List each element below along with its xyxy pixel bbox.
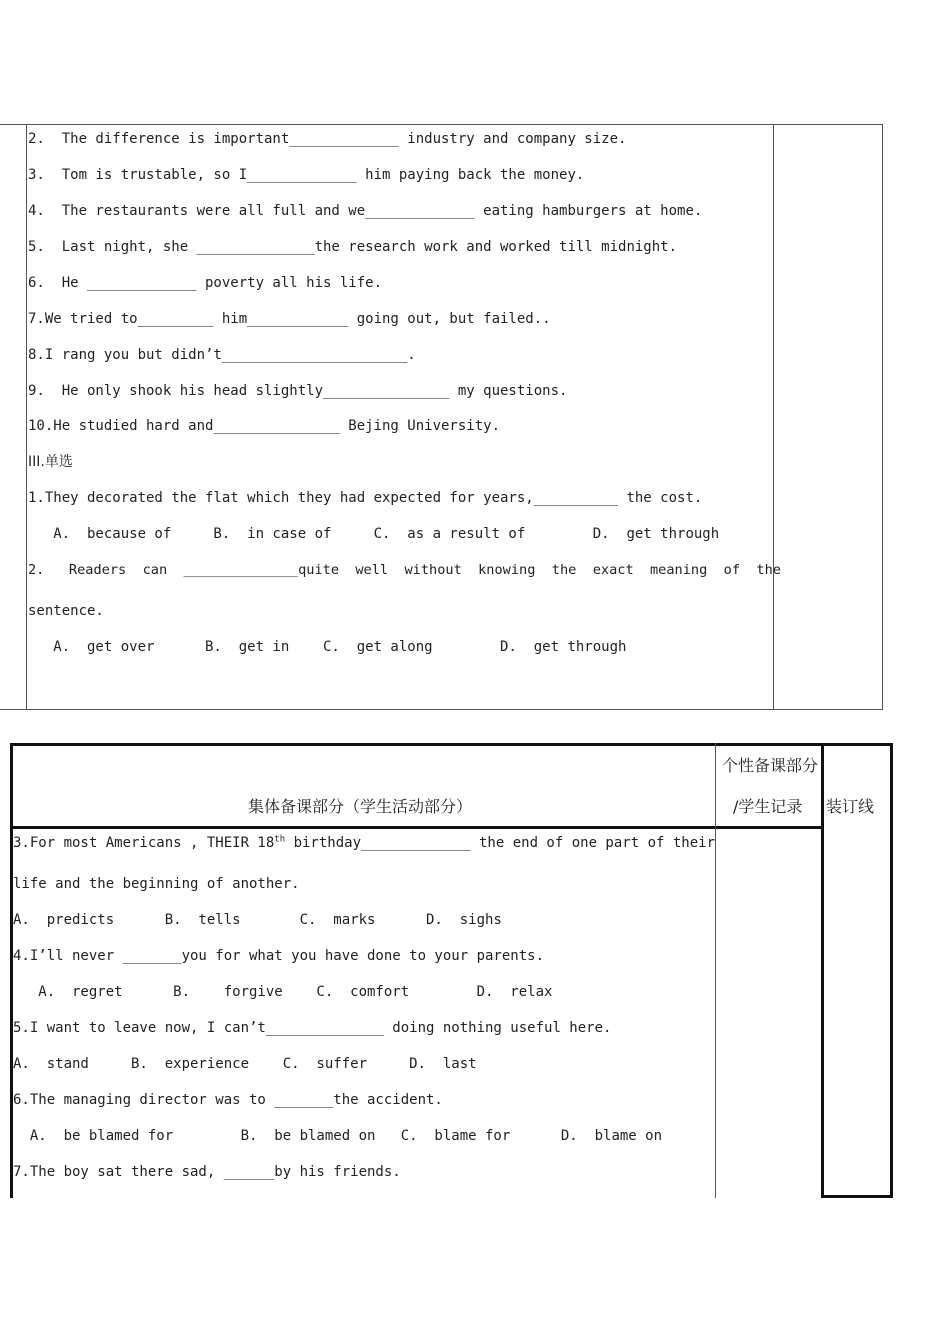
question-line: 6.The managing director was to _______the accident.	[13, 1092, 443, 1108]
question-line: 3.For most Americans , THEIR 18th birthday_____________ the end of one part of their	[13, 834, 716, 851]
options-line: A. get over B. get in C. get along D. get through	[28, 639, 627, 655]
question-line: 8.I rang you but didn’t______________________.	[28, 347, 416, 363]
question-line: 7.We tried to_________ him____________ going out, but failed..	[28, 311, 551, 327]
question-line: 3. Tom is trustable, so I_____________ him paying back the money.	[28, 167, 585, 183]
column-divider	[26, 125, 27, 709]
column-divider	[821, 743, 824, 1198]
header-main: 集体备课部分（学生活动部分）	[248, 797, 473, 816]
section-heading: III.单选	[28, 454, 73, 470]
column-divider	[890, 743, 893, 1198]
question-line: 2. Readers can ______________quite well without knowing the exact meaning of the	[28, 562, 781, 578]
options-line: A. stand B. experience C. suffer D. last	[13, 1056, 477, 1072]
column-divider	[773, 125, 774, 709]
binding-line-label: 装订线	[826, 797, 875, 816]
options-line: A. because of B. in case of C. as a result of D. get through	[28, 526, 720, 542]
question-line: 2. The difference is important_____________ industry and company size.	[28, 131, 627, 147]
options-line: A. be blamed for B. be blamed on C. blame for D. blame on	[13, 1128, 663, 1144]
question-line: 10.He studied hard and_______________ Bejing University.	[28, 418, 501, 434]
options-line: A. predicts B. tells C. marks D. sighs	[13, 912, 502, 928]
table-border	[821, 1195, 893, 1198]
question-line: 1.They decorated the flat which they had expected for years,__________ the cost.	[28, 490, 703, 506]
question-line: 4. The restaurants were all full and we_____________ eating hamburgers at home.	[28, 203, 703, 219]
question-line: 5. Last night, she ______________the research work and worked till midnight.	[28, 239, 678, 255]
question-line: 7.The boy sat there sad, ______by his friends.	[13, 1164, 401, 1180]
question-line: 4.I’ll never _______you for what you have done to your parents.	[13, 948, 545, 964]
question-line: life and the beginning of another.	[13, 876, 300, 892]
question-line: 9. He only shook his head slightly_______________ my questions.	[28, 383, 568, 399]
question-line: sentence.	[28, 603, 104, 619]
header-personal: 个性备课部分	[722, 756, 819, 775]
question-line: 5.I want to leave now, I can’t______________ doing nothing useful here.	[13, 1020, 612, 1036]
options-line: A. regret B. forgive C. comfort D. relax	[13, 984, 553, 1000]
question-line: 6. He _____________ poverty all his life.	[28, 275, 383, 291]
header-personal-record: /学生记录	[733, 797, 803, 816]
header-divider	[10, 826, 823, 829]
column-divider	[715, 743, 716, 1198]
table-border	[10, 743, 893, 746]
